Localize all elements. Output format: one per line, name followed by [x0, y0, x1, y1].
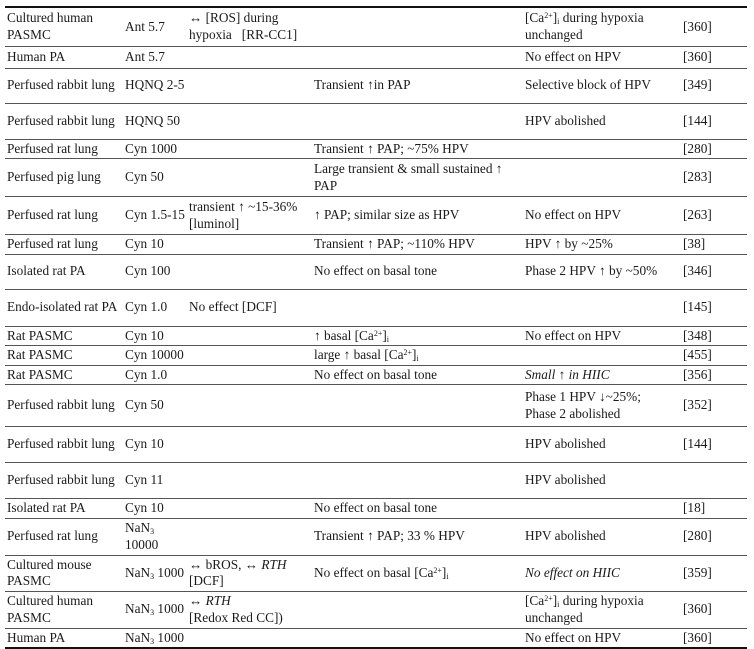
hpv-cell: Small ↑ in HIIC [523, 365, 681, 385]
ros-cell [187, 628, 312, 648]
reference-cell: [38] [681, 235, 747, 255]
preparation-cell: Perfused rat lung [5, 235, 123, 255]
ros-text: ↔ [189, 593, 206, 608]
ca-superscript: 2+ [373, 328, 383, 338]
reference-cell: [145] [681, 289, 747, 326]
preparation-cell: Rat PASMC [5, 346, 123, 366]
ros-text: RTH [205, 593, 231, 608]
tone-cell: Transient ↑ PAP; ~75% HPV [312, 139, 523, 159]
reference-cell: [360] [681, 628, 747, 648]
reference-cell: [356] [681, 365, 747, 385]
tone-cell [312, 103, 523, 139]
tone-cell [312, 346, 523, 366]
reference-cell: [144] [681, 427, 747, 463]
reference-cell: [348] [681, 326, 747, 346]
hpv-cell: No effect on HPV [523, 628, 681, 648]
agent-subscript: 3 [150, 608, 155, 618]
ca-superscript: 2+ [544, 594, 553, 603]
ros-cell [187, 591, 312, 628]
agent-cell: Cyn 1.0 [123, 365, 187, 385]
hpv-cell: Phase 2 HPV ↑ by ~50% [523, 254, 681, 289]
table-row [5, 197, 747, 235]
tone-cell: Large transient & small sustained ↑ PAP [312, 159, 523, 197]
agent-cell [123, 628, 187, 648]
hpv-cell: Selective block of HPV [523, 68, 681, 103]
hpv-cell: HPV abolished [523, 427, 681, 463]
agent-cell [123, 518, 187, 555]
hpv-cell: HPV abolished [523, 463, 681, 499]
ros-cell [187, 7, 312, 46]
table-row [5, 499, 747, 519]
agent-cell: Cyn 1.5-15 [123, 197, 187, 235]
ca-label: ] [552, 10, 558, 26]
preparation-cell: Rat PASMC [5, 326, 123, 346]
agent-subscript: 3 [150, 527, 155, 536]
ca-superscript: 2+ [544, 11, 553, 21]
preparation-cell: Cultured human PASMC [5, 7, 123, 46]
agent-cell: Cyn 10 [123, 499, 187, 519]
table-row [5, 289, 747, 326]
agent-subscript: 3 [150, 571, 155, 581]
table-row [5, 7, 747, 46]
ros-text: ↔ bROS, ↔ [189, 556, 262, 572]
table-row [5, 628, 747, 648]
reference-cell [681, 463, 747, 499]
tone-text: large ↑ basal [314, 347, 385, 362]
hpv-cell [523, 591, 681, 628]
agent-cell: Ant 5.7 [123, 46, 187, 68]
ros-text: [DCF] [189, 573, 224, 588]
table-row [5, 427, 747, 463]
tone-cell [312, 427, 523, 463]
preparation-cell: Isolated rat PA [5, 254, 123, 289]
ros-cell [187, 555, 312, 591]
reference-cell: [352] [681, 385, 747, 427]
tone-text: No effect on basal [314, 564, 415, 580]
ros-cell [187, 427, 312, 463]
preparation-cell: Rat PASMC [5, 365, 123, 385]
ca-label: [Ca [414, 564, 434, 580]
preparation-cell: Human PA [5, 628, 123, 648]
table-row [5, 326, 747, 346]
hpv-text: Phase 1 HPV ↓~25%; [525, 389, 641, 404]
ca-subscript: i [557, 17, 560, 27]
ros-text: hypoxia [RR-CC1] [189, 26, 298, 42]
agent-cell: Cyn 10 [123, 326, 187, 346]
agent-text: NaN [125, 629, 151, 645]
ca-label: ] [441, 564, 447, 580]
agent-cell: Cyn 10 [123, 235, 187, 255]
tone-cell: Transient ↑in PAP [312, 68, 523, 103]
ca-subscript: i [446, 571, 449, 581]
tone-cell [312, 628, 523, 648]
table-row [5, 463, 747, 499]
table-row [5, 254, 747, 289]
ros-cell [187, 46, 312, 68]
reference-cell: [280] [681, 518, 747, 555]
agent-dose: 1000 [154, 601, 185, 617]
hpv-cell: HPV abolished [523, 103, 681, 139]
ros-cell [187, 346, 312, 366]
tone-cell: Transient ↑ PAP; 33 % HPV [312, 518, 523, 555]
ros-cell: No effect [DCF] [187, 289, 312, 326]
agent-subscript: 3 [150, 636, 155, 646]
agent-cell: Cyn 50 [123, 385, 187, 427]
preparation-cell: Perfused rabbit lung [5, 427, 123, 463]
tone-cell [312, 46, 523, 68]
tone-cell: No effect on basal tone [312, 365, 523, 385]
ca-label: ] [552, 593, 558, 608]
reference-cell: [346] [681, 254, 747, 289]
ca-label: [Ca [525, 593, 545, 608]
ros-cell [187, 385, 312, 427]
ros-cell [187, 139, 312, 159]
ca-subscript: i [386, 334, 390, 344]
tone-cell [312, 326, 523, 346]
agent-dose: 10000 [125, 536, 159, 552]
ros-text: [Redox Red CC]) [189, 609, 283, 625]
hpv-cell [523, 139, 681, 159]
hpv-cell [523, 346, 681, 366]
preparation-cell: Isolated rat PA [5, 499, 123, 519]
ca-label: [Ca [384, 347, 404, 362]
reference-cell: [349] [681, 68, 747, 103]
table-row [5, 346, 747, 366]
findings-table-container [5, 6, 747, 649]
preparation-cell: Perfused pig lung [5, 159, 123, 197]
ca-label: ] [412, 347, 417, 362]
ros-cell [187, 463, 312, 499]
ros-cell [187, 159, 312, 197]
table-row [5, 365, 747, 385]
hpv-cell: No effect on HPV [523, 326, 681, 346]
reference-cell: [18] [681, 499, 747, 519]
agent-cell: Cyn 10 [123, 427, 187, 463]
ca-superscript: 2+ [403, 348, 412, 357]
agent-dose: 1000 [154, 629, 185, 645]
preparation-cell: Perfused rat lung [5, 197, 123, 235]
agent-text: NaN [125, 564, 151, 580]
hpv-cell: HPV ↑ by ~25% [523, 235, 681, 255]
reference-cell: [360] [681, 591, 747, 628]
tone-cell: ↑ PAP; similar size as HPV [312, 197, 523, 235]
agent-cell: Cyn 11 [123, 463, 187, 499]
hpv-cell: No effect on HPV [523, 197, 681, 235]
hpv-cell [523, 159, 681, 197]
reference-cell: [283] [681, 159, 747, 197]
ca-subscript: i [557, 600, 560, 609]
agent-cell: HQNQ 50 [123, 103, 187, 139]
agent-cell: Ant 5.7 [123, 7, 187, 46]
reference-cell: [144] [681, 103, 747, 139]
ca-superscript: 2+ [433, 565, 442, 575]
agent-dose: 1000 [154, 564, 185, 580]
table-row [5, 159, 747, 197]
hpv-text: Phase 2 abolished [525, 405, 621, 421]
table-row [5, 46, 747, 68]
tone-cell [312, 555, 523, 591]
tone-cell [312, 7, 523, 46]
ros-cell [187, 326, 312, 346]
tone-cell: No effect on basal tone [312, 499, 523, 519]
tone-cell [312, 385, 523, 427]
hpv-cell: No effect on HPV [523, 46, 681, 68]
agent-cell: Cyn 1.0 [123, 289, 187, 326]
ca-label: ] [382, 327, 387, 343]
ros-cell [187, 235, 312, 255]
ros-cell [187, 499, 312, 519]
table-row [5, 235, 747, 255]
reference-cell: [359] [681, 555, 747, 591]
hpv-cell [523, 289, 681, 326]
table-row [5, 103, 747, 139]
ca-label: [Ca [525, 10, 545, 26]
ros-text: RTH [261, 556, 287, 572]
agent-cell: Cyn 1000 [123, 139, 187, 159]
table-row [5, 591, 747, 628]
tone-cell [312, 591, 523, 628]
ros-cell [187, 518, 312, 555]
hpv-cell: No effect on HIIC [523, 555, 681, 591]
ros-cell [187, 365, 312, 385]
preparation-cell: Perfused rat lung [5, 518, 123, 555]
table-row [5, 518, 747, 555]
tone-cell [312, 289, 523, 326]
reference-cell: [280] [681, 139, 747, 159]
hpv-cell [523, 7, 681, 46]
table-row [5, 68, 747, 103]
reference-cell: [360] [681, 46, 747, 68]
mitochondrial-inhibitor-table [5, 6, 747, 649]
reference-cell: [360] [681, 7, 747, 46]
table-row [5, 555, 747, 591]
preparation-cell: Perfused rabbit lung [5, 385, 123, 427]
table-row [5, 139, 747, 159]
ca-label: [Ca [354, 327, 374, 343]
tone-cell: Transient ↑ PAP; ~110% HPV [312, 235, 523, 255]
preparation-cell: Perfused rabbit lung [5, 103, 123, 139]
agent-text: NaN [125, 601, 151, 617]
hpv-cell [523, 499, 681, 519]
table-row [5, 385, 747, 427]
preparation-cell: Perfused rat lung [5, 139, 123, 159]
preparation-cell: Cultured mouse PASMC [5, 555, 123, 591]
ca-subscript: i [416, 354, 419, 363]
agent-text: NaN [125, 520, 151, 535]
preparation-cell: Perfused rabbit lung [5, 463, 123, 499]
ros-cell: transient ↑ ~15-36% [luminol] [187, 197, 312, 235]
ros-text: ↔ [ROS] during [189, 10, 279, 26]
hpv-cell: HPV abolished [523, 518, 681, 555]
agent-cell [123, 591, 187, 628]
agent-cell: Cyn 50 [123, 159, 187, 197]
tone-cell [312, 463, 523, 499]
preparation-cell: Cultured human PASMC [5, 591, 123, 628]
agent-cell: HQNQ 2-5 [123, 68, 187, 103]
ros-cell [187, 103, 312, 139]
hpv-cell [523, 385, 681, 427]
agent-cell: Cyn 100 [123, 254, 187, 289]
reference-cell: [263] [681, 197, 747, 235]
tone-cell: No effect on basal tone [312, 254, 523, 289]
reference-cell: [455] [681, 346, 747, 366]
agent-cell [123, 555, 187, 591]
hpv-text: during hypoxia unchanged [525, 10, 644, 42]
agent-cell: Cyn 10000 [123, 346, 187, 366]
preparation-cell: Perfused rabbit lung [5, 68, 123, 103]
preparation-cell: Human PA [5, 46, 123, 68]
hpv-text: during hypoxia unchanged [525, 593, 644, 625]
ros-cell [187, 254, 312, 289]
tone-text: ↑ basal [314, 327, 355, 343]
preparation-cell: Endo-isolated rat PA [5, 289, 123, 326]
ros-cell [187, 68, 312, 103]
